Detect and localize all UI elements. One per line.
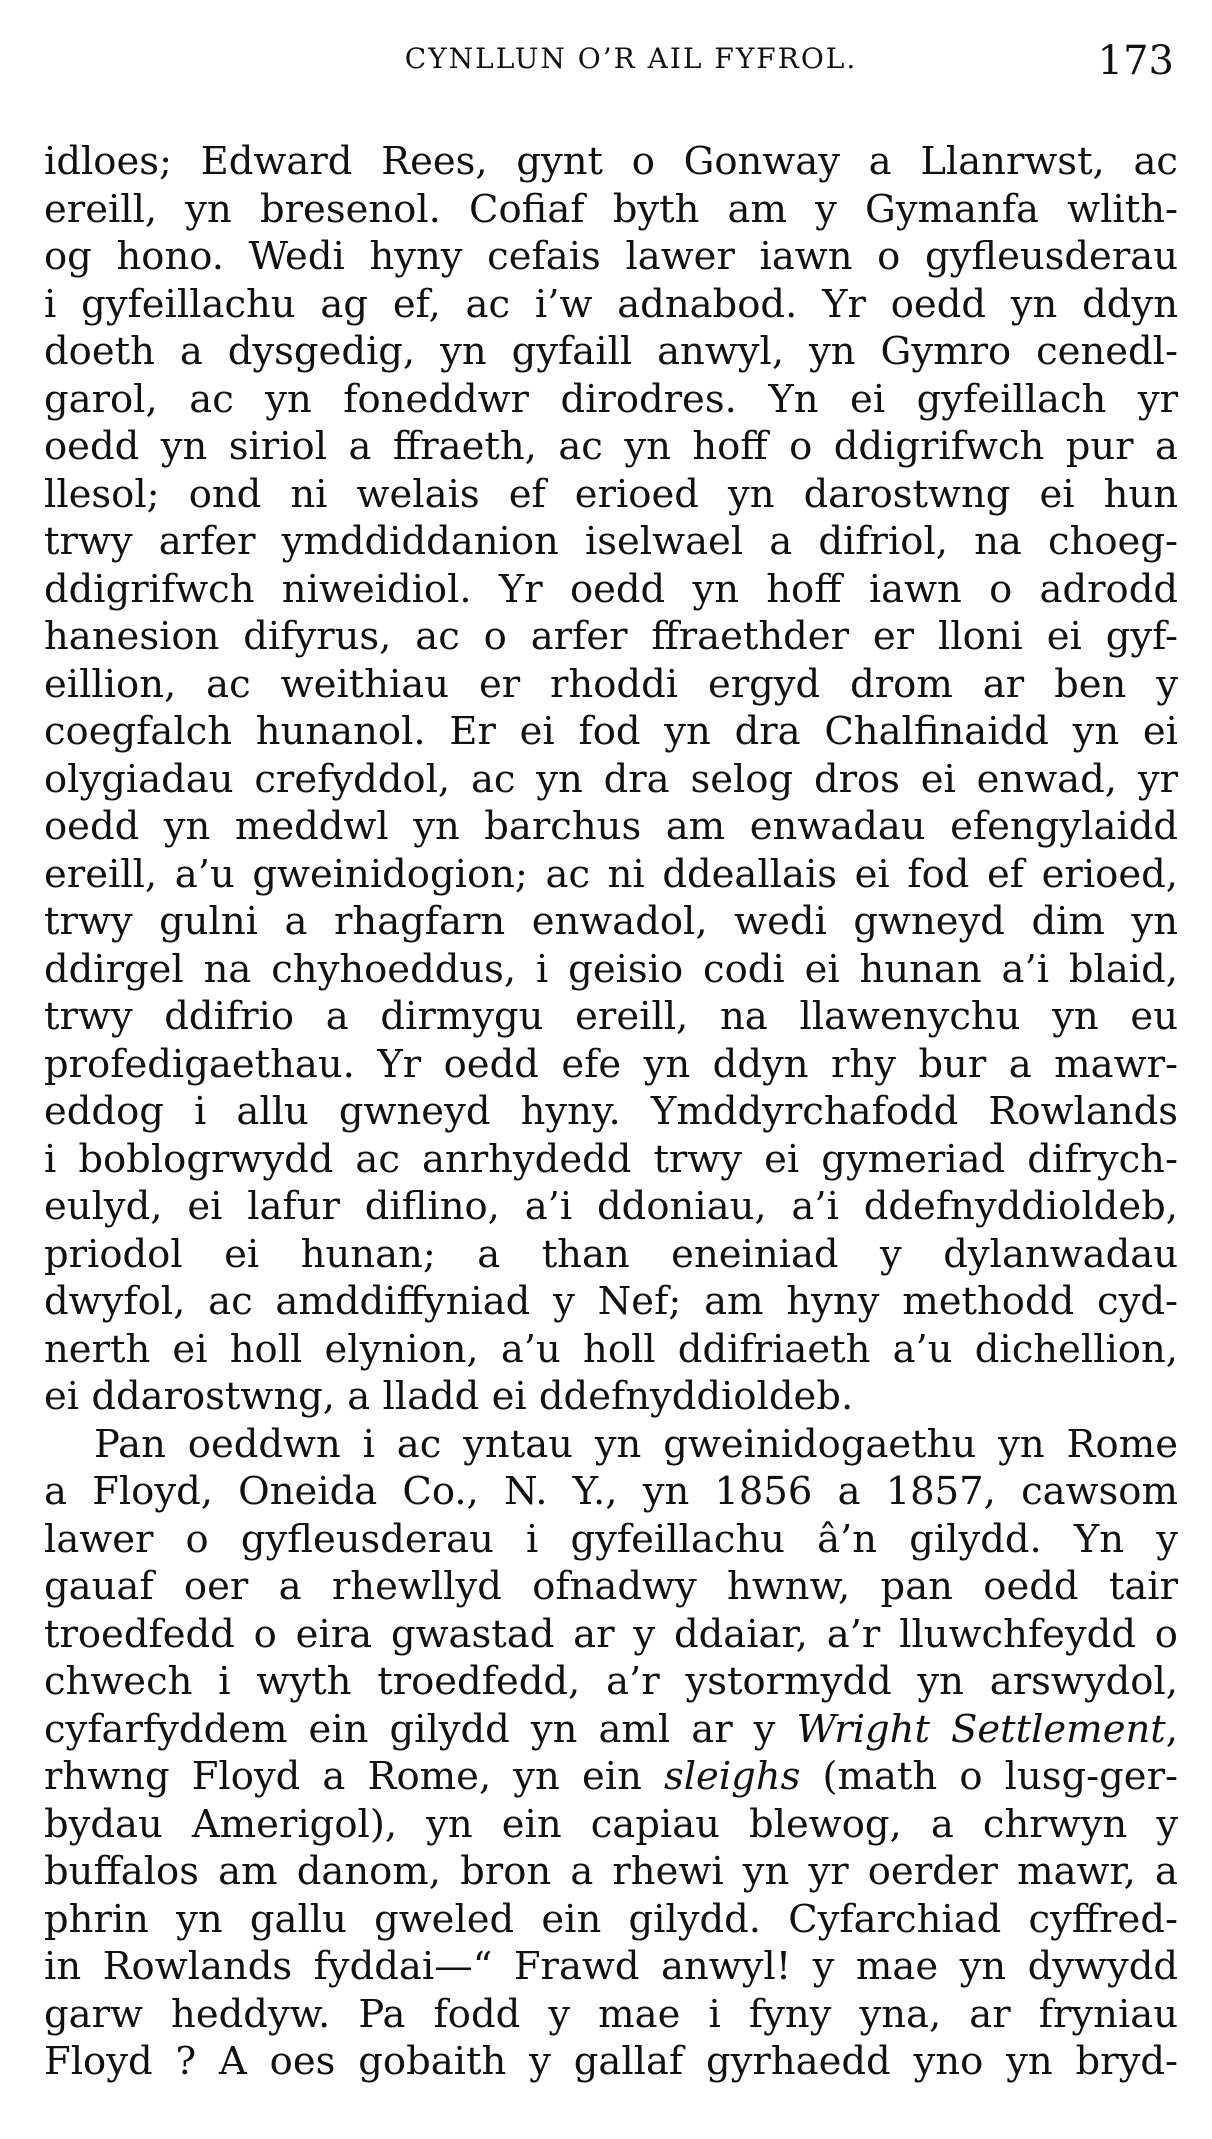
italic-phrase: Wright Settlement (796, 1706, 1166, 1752)
text-line: oedd yn siriol a ffraeth, ac yn hoff o ddigrifwch pur a (44, 424, 1178, 469)
text-line: oedd yn meddwl yn barchus am enwadau efengylaidd (44, 804, 1178, 849)
text-line: profedigaethau. Yr oedd efe yn ddyn rhy bur a mawr- (44, 1041, 1178, 1087)
text-line: olygiadau crefyddol, ac yn dra selog dros ei enwad, yr (44, 756, 1178, 802)
text-line: eillion, ac weithiau er rhoddi ergyd drom ar ben y (44, 661, 1178, 707)
text-line: bydau Amerigol), yn ein capiau blewog, a chrwyn y (44, 1801, 1178, 1847)
text-line: Floyd ? A oes gobaith y gallaf gyrhaedd yno yn bryd- (44, 2039, 1178, 2084)
text-line: trwy arfer ymddiddanion iselwael a difriol, na choeg- (44, 519, 1178, 564)
text-line: a Floyd, Oneida Co., N. Y., yn 1856 a 1857, cawsom (44, 1469, 1178, 1514)
page-number: 173 (1097, 38, 1174, 84)
text-line: idloes; Edward Rees, gynt o Gonway a Llanrwst, ac (44, 139, 1178, 184)
text-line: eddog i allu gwneyd hyny. Ymddyrchafodd Rowlands (44, 1089, 1178, 1134)
text-line: chwech i wyth troedfedd, a’r ystormydd yn arswydol, (44, 1659, 1178, 1704)
text-line: doeth a dysgedig, yn gyfaill anwyl, yn Gymro cenedl- (44, 329, 1178, 374)
text-line: Pan oeddwn i ac yntau yn gweinidogaethu yn Rome (94, 1421, 1178, 1467)
text-line: garw heddyw. Pa fodd y mae i fyny yna, ar fryniau (44, 1991, 1178, 2037)
text-line: rhwng Floyd a Rome, yn ein sleighs (math o lusg-ger- (44, 1754, 1178, 1799)
text-line: garol, ac yn foneddwr dirodres. Yn ei gyfeillach yr (44, 376, 1178, 422)
text-line: in Rowlands fyddai—“ Frawd anwyl! y mae yn dywydd (44, 1944, 1178, 1989)
body-text (44, 138, 1178, 2086)
text-line: coegfalch hunanol. Er ei fod yn dra Chalfinaidd yn ei (44, 709, 1178, 754)
text-line: ddigrifwch niweidiol. Yr oedd yn hoff iawn o adrodd (44, 566, 1178, 612)
text-line: ereill, a’u gweinidogion; ac ni ddeallais ei fod ef erioed, (44, 851, 1178, 897)
text-line: lawer o gyfleusderau i gyfeillachu â’n gilydd. Yn y (44, 1516, 1178, 1562)
text-line: buffalos am danom, bron a rhewi yn yr oerder mawr, a (44, 1849, 1178, 1894)
text-line: llesol; ond ni welais ef erioed yn darostwng ei hun (44, 471, 1178, 517)
text-line: ddirgel na chyhoeddus, i geisio codi ei hunan a’i blaid, (44, 946, 1178, 992)
text-line: phrin yn gallu gweled ein gilydd. Cyfarchiad cyffred- (44, 1896, 1178, 1942)
text-line: dwyfol, ac amddiffyniad y Nef; am hyny methodd cyd- (44, 1279, 1178, 1324)
text-line: hanesion difyrus, ac o arfer ffraethder er lloni ei gyf- (44, 614, 1178, 659)
text-line: gauaf oer a rhewllyd ofnadwy hwnw, pan oedd tair (44, 1564, 1178, 1609)
text-line: ei ddarostwng, a lladd ei ddefnyddioldeb. (44, 1374, 854, 1419)
text-line: cyfarfyddem ein gilydd yn aml ar y Wright Settlement, (44, 1706, 1178, 1752)
text-line: og hono. Wedi hyny cefais lawer iawn o gyfleusderau (44, 234, 1178, 279)
italic-phrase: sleighs (663, 1754, 801, 1799)
text-line: priodol ei hunan; a than eneiniad y dylanwadau (44, 1231, 1178, 1277)
text-line: eulyd, ei lafur diflino, a’i ddoniau, a’i ddefnyddioldeb, (44, 1184, 1178, 1229)
text-line: i boblogrwydd ac anrhydedd trwy ei gymeriad difrych- (44, 1136, 1178, 1182)
text-line: trwy ddifrio a dirmygu ereill, na llawenychu yn eu (44, 994, 1178, 1039)
text-line: troedfedd o eira gwastad ar y ddaiar, a’r lluwchfeydd o (44, 1611, 1178, 1657)
text-line: ereill, yn bresenol. Cofiaf byth am y Gymanfa wlith- (44, 186, 1178, 232)
text-line: i gyfeillachu ag ef, ac i’w adnabod. Yr oedd yn ddyn (44, 281, 1178, 327)
text-line: trwy gulni a rhagfarn enwadol, wedi gwneyd dim yn (44, 899, 1178, 944)
running-title: CYNLLUN O’R AIL FYFROL. (404, 42, 858, 75)
text-line: nerth ei holl elynion, a’u holl ddifriaeth a’u dichellion, (44, 1326, 1178, 1372)
running-head (48, 38, 1174, 88)
